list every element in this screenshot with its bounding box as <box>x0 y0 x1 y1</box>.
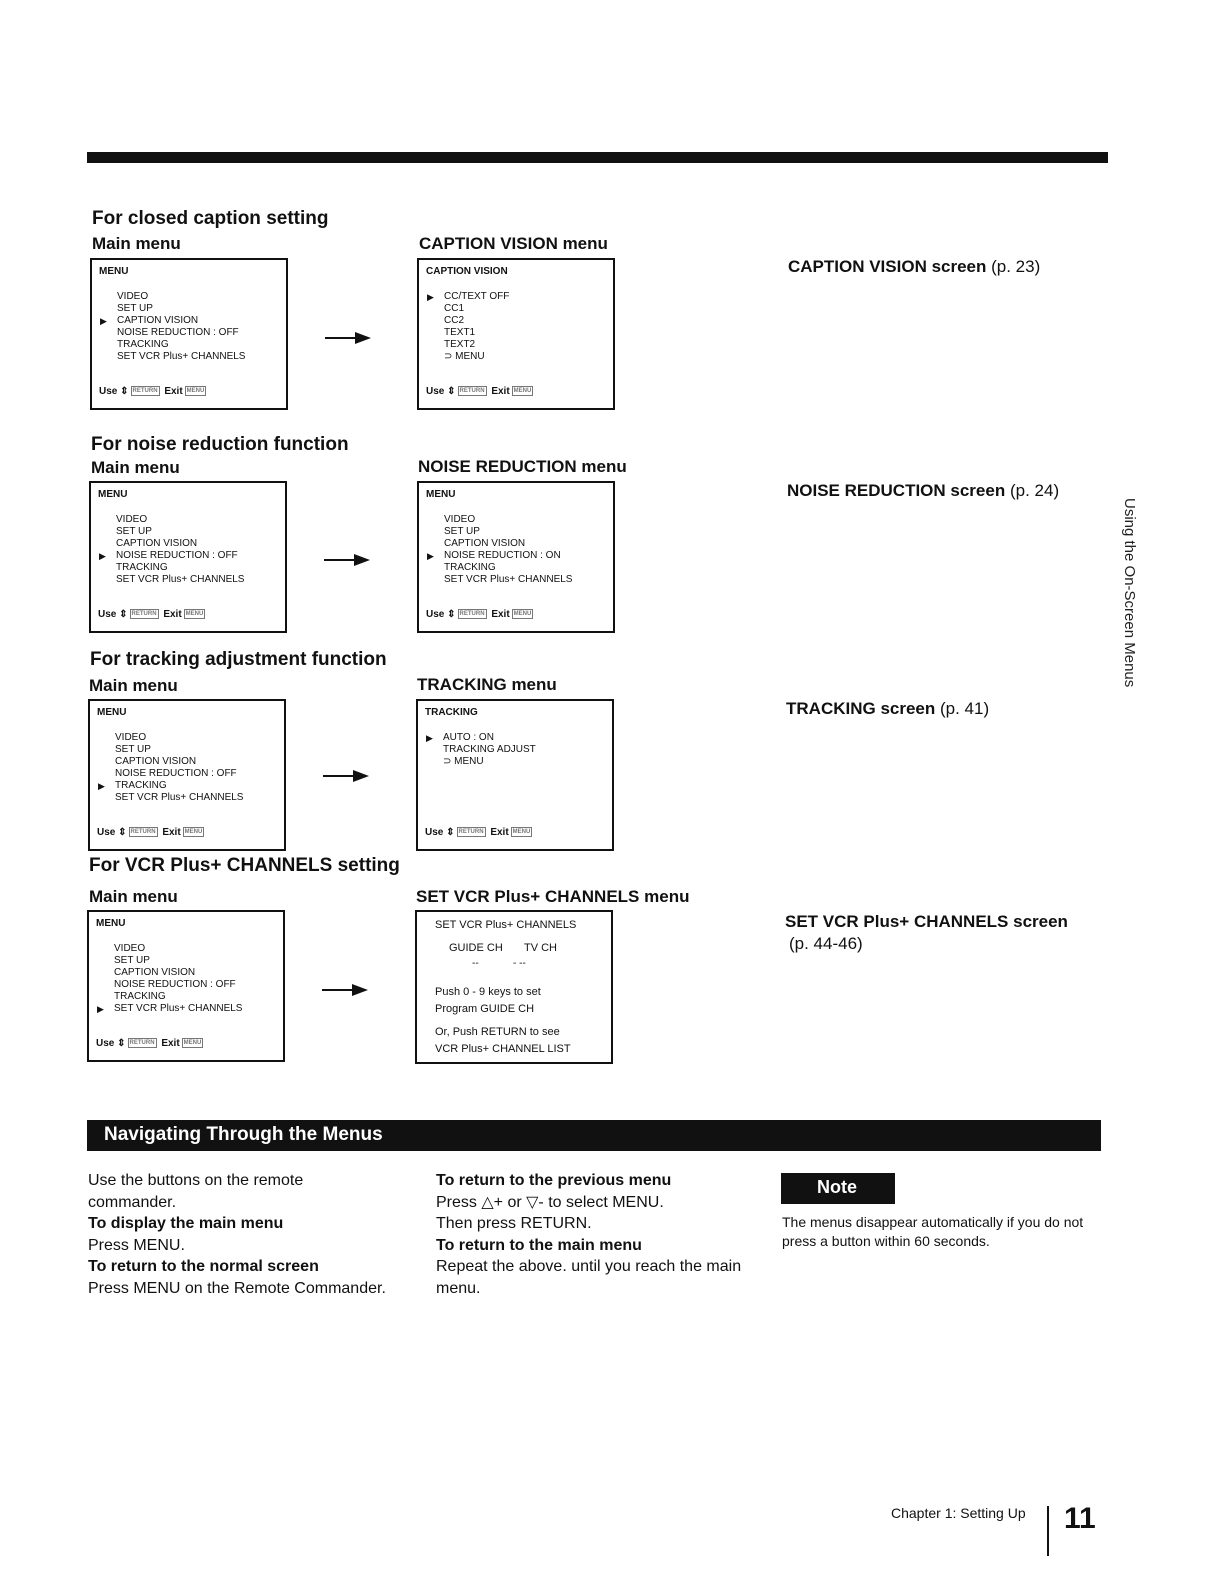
nav-column-2 <box>436 1170 756 1299</box>
osd-header: CAPTION VISION <box>426 266 508 277</box>
caption-vision-menu-label: CAPTION VISION menu <box>419 234 608 253</box>
guide-ch-value: -- <box>472 958 479 969</box>
osd-item: TRACKING <box>116 562 168 573</box>
osd-item: AUTO : ON <box>443 732 494 743</box>
main-menu-text: Repeat the above. until you reach the main menu. <box>436 1258 742 1297</box>
osd-item: SET UP <box>114 955 150 966</box>
cursor-icon: ▶ <box>99 551 106 561</box>
previous-menu-text-2: Then press RETURN. <box>436 1215 592 1232</box>
main-menu-label: Main menu <box>89 676 178 695</box>
tv-ch-value: - -- <box>513 958 526 969</box>
screen-reference: CAPTION VISION screen (p. 23) <box>788 257 1041 276</box>
osd-item: CAPTION VISION <box>116 538 198 549</box>
osd-item: NOISE REDUCTION : OFF <box>117 327 239 338</box>
vcr-plus-menu-label: SET VCR Plus+ CHANNELS menu <box>416 887 690 906</box>
instruction-line: VCR Plus+ CHANNEL LIST <box>435 1043 571 1055</box>
updown-icon: ⇕ <box>120 386 129 397</box>
osd-item: NOISE REDUCTION : OFF <box>116 550 238 561</box>
screen-page-ref: (p. 44-46) <box>789 934 863 953</box>
section-title-noise: For noise reduction function <box>91 434 349 455</box>
osd-item: TRACKING <box>115 780 167 791</box>
osd-item: CC/TEXT OFF <box>444 291 510 302</box>
section-title-tracking: For tracking adjustment function <box>90 649 387 670</box>
osd-header: MENU <box>426 489 456 500</box>
osd-footer: Use ⇕ RETURN Exit MENU <box>426 386 532 397</box>
osd-item: SET VCR Plus+ CHANNELS <box>114 1003 243 1014</box>
noise-reduction-osd <box>417 481 615 633</box>
osd-item: TRACKING <box>444 562 496 573</box>
instruction-line: Push 0 - 9 keys to set <box>435 986 541 998</box>
osd-footer: Use ⇕ RETURN Exit MENU <box>99 386 205 397</box>
osd-item: TRACKING <box>117 339 169 350</box>
main-menu-osd <box>89 481 287 633</box>
return-normal-heading: To return to the normal screen <box>88 1258 319 1275</box>
osd-footer: Use ⇕ RETURN Exit MENU <box>425 827 531 838</box>
arrow-right-icon <box>324 553 370 567</box>
osd-item: TEXT2 <box>444 339 476 350</box>
noise-reduction-menu-label: NOISE REDUCTION menu <box>418 457 627 476</box>
osd-item: ⊃ MENU <box>444 351 485 362</box>
note-badge <box>781 1173 895 1204</box>
note-label: Note <box>817 1177 857 1197</box>
nav-column-1 <box>88 1170 388 1299</box>
tracking-menu-label: TRACKING menu <box>417 675 557 694</box>
main-menu-osd <box>88 699 286 851</box>
note-text: The menus disappear automatically if you do not press a button within 60 seconds. <box>782 1214 1084 1249</box>
osd-header: MENU <box>96 918 126 929</box>
page-number: 11 <box>1064 1502 1096 1535</box>
osd-footer: Use ⇕ RETURN Exit MENU <box>98 609 204 620</box>
tv-ch-label: TV CH <box>524 942 557 954</box>
section-title-caption: For closed caption setting <box>92 208 329 229</box>
main-menu-osd <box>90 258 288 410</box>
arrow-right-icon <box>325 331 371 345</box>
arrow-right-icon <box>323 769 369 783</box>
side-tab-label: Using the On-Screen Menus <box>1121 498 1138 688</box>
osd-item: CAPTION VISION <box>115 756 197 767</box>
osd-item: SET VCR Plus+ CHANNELS <box>117 351 246 362</box>
section-header-bar <box>87 1120 1101 1151</box>
osd-item: SET UP <box>117 303 153 314</box>
display-main-menu-text: Press MENU. <box>88 1236 185 1254</box>
cursor-icon: ▶ <box>100 316 107 326</box>
cursor-icon: ▶ <box>426 733 433 743</box>
screen-reference: TRACKING screen (p. 41) <box>786 699 990 718</box>
footer-divider <box>1047 1506 1049 1556</box>
cursor-icon: ▶ <box>98 781 105 791</box>
instruction-line: Program GUIDE CH <box>435 1003 535 1015</box>
osd-item: TEXT1 <box>444 327 476 338</box>
osd-item: SET VCR Plus+ CHANNELS <box>115 792 244 803</box>
osd-item: NOISE REDUCTION : OFF <box>115 768 237 779</box>
previous-menu-heading: To return to the previous menu <box>436 1172 672 1189</box>
return-icon: ⊃ <box>444 351 456 362</box>
screen-reference: NOISE REDUCTION screen (p. 24) <box>787 481 1060 500</box>
osd-item: CC1 <box>444 303 465 314</box>
osd-item: SET UP <box>115 744 151 755</box>
osd-header: MENU <box>99 266 129 277</box>
main-menu-osd <box>87 910 285 1062</box>
section-title-vcr-plus: For VCR Plus+ CHANNELS setting <box>89 855 400 876</box>
osd-header: MENU <box>97 707 127 718</box>
osd-item: NOISE REDUCTION : ON <box>444 550 561 561</box>
osd-item: CC2 <box>444 315 465 326</box>
osd-footer: Use ⇕ RETURN Exit MENU <box>97 827 203 838</box>
updown-icon: ⇕ <box>447 386 456 397</box>
tracking-osd <box>416 699 614 851</box>
osd-item: VIDEO <box>115 732 147 743</box>
osd-item: TRACKING ADJUST <box>443 744 536 755</box>
osd-header: MENU <box>98 489 128 500</box>
main-menu-label: Main menu <box>89 887 178 906</box>
section-header-title: Navigating Through the Menus <box>104 1124 383 1145</box>
osd-item: ⊃ MENU <box>443 756 484 767</box>
main-menu-label: Main menu <box>92 234 181 253</box>
cursor-icon: ▶ <box>427 292 434 302</box>
arrow-right-icon <box>322 983 368 997</box>
updown-icon: ⇕ <box>119 609 128 620</box>
osd-item: VIDEO <box>444 514 476 525</box>
osd-header: TRACKING <box>425 707 478 718</box>
updown-icon: ⇕ <box>118 827 127 838</box>
previous-menu-text: Press △+ or ▽- to select MENU. <box>436 1193 664 1211</box>
osd-item: SET UP <box>116 526 152 537</box>
intro-text: Use the buttons on the remote commander. <box>88 1172 304 1211</box>
osd-header: SET VCR Plus+ CHANNELS <box>435 919 577 931</box>
updown-icon: ⇕ <box>447 609 456 620</box>
return-normal-text: Press MENU on the Remote Commander. <box>88 1279 386 1297</box>
cursor-icon: ▶ <box>97 1004 104 1014</box>
updown-icon: ⇕ <box>117 1038 126 1049</box>
screen-reference: SET VCR Plus+ CHANNELS screen <box>785 912 1068 931</box>
main-menu-label: Main menu <box>91 458 180 477</box>
updown-icon: ⇕ <box>446 827 455 838</box>
osd-item: SET VCR Plus+ CHANNELS <box>444 574 573 585</box>
osd-item: CAPTION VISION <box>444 538 526 549</box>
osd-item: TRACKING <box>114 991 166 1002</box>
osd-item: NOISE REDUCTION : OFF <box>114 979 236 990</box>
osd-item: VIDEO <box>114 943 146 954</box>
osd-item: CAPTION VISION <box>114 967 196 978</box>
osd-item: CAPTION VISION <box>117 315 199 326</box>
instruction-line: Or, Push RETURN to see <box>435 1026 560 1038</box>
osd-item: VIDEO <box>117 291 149 302</box>
osd-item: SET VCR Plus+ CHANNELS <box>116 574 245 585</box>
caption-vision-osd <box>417 258 615 410</box>
top-rule <box>87 152 1108 163</box>
return-icon: ⊃ <box>443 756 455 767</box>
cursor-icon: ▶ <box>427 551 434 561</box>
osd-item: VIDEO <box>116 514 148 525</box>
osd-item: SET UP <box>444 526 480 537</box>
osd-footer: Use ⇕ RETURN Exit MENU <box>96 1038 202 1049</box>
main-menu-heading: To return to the main menu <box>436 1236 642 1254</box>
chapter-label: Chapter 1: Setting Up <box>891 1505 1026 1521</box>
osd-footer: Use ⇕ RETURN Exit MENU <box>426 609 532 620</box>
vcr-plus-osd <box>415 910 613 1064</box>
guide-ch-label: GUIDE CH <box>449 942 503 954</box>
display-main-menu-heading: To display the main menu <box>88 1215 284 1232</box>
